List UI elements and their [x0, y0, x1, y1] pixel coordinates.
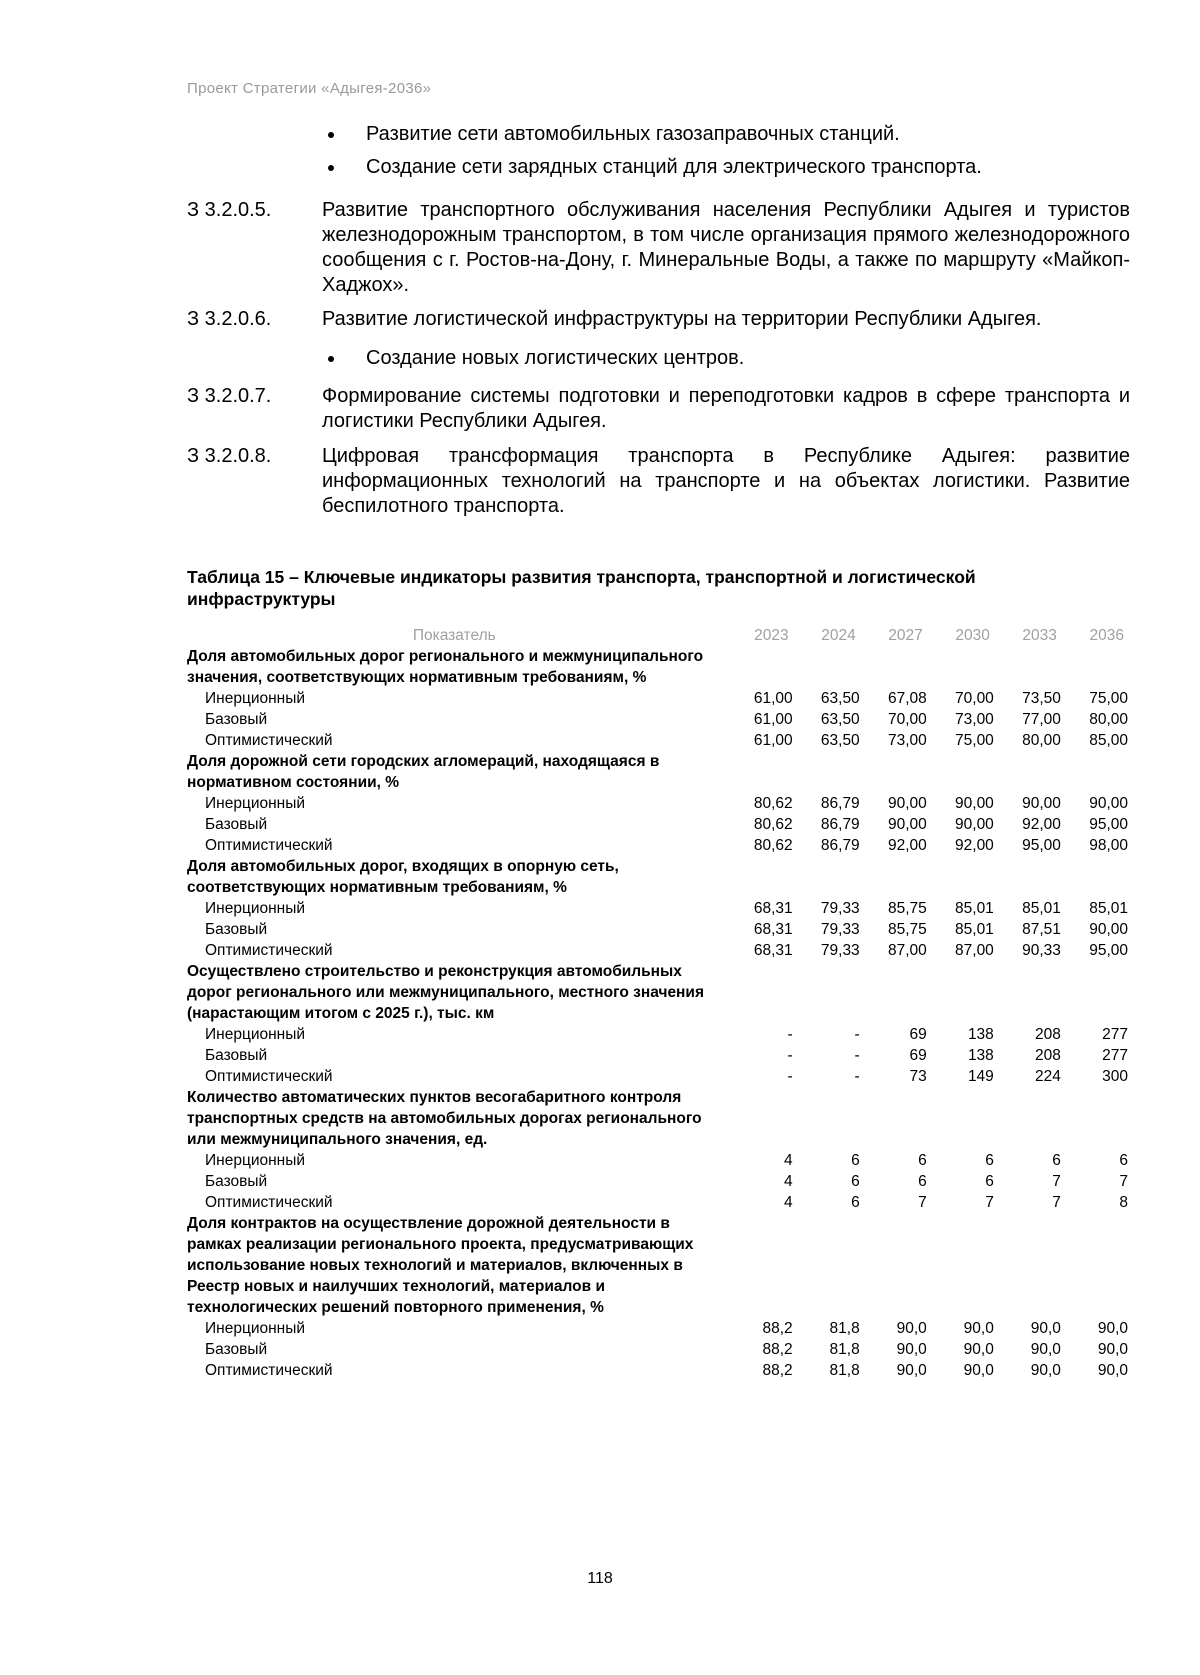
indicator-row: [187, 856, 1130, 898]
value-cell: 208: [1035, 1026, 1061, 1043]
value-cell: -: [787, 1026, 793, 1043]
value-cell: 98,00: [1089, 837, 1128, 854]
value-cell: -: [787, 1068, 793, 1085]
value-cell: -: [854, 1026, 860, 1043]
value-cell: 85,00: [1089, 732, 1128, 749]
value-cell: 6: [851, 1194, 860, 1211]
indicator-row: [187, 1087, 1130, 1150]
indicator-name: Осуществлено строительство и реконструкция автомобильных дорог регионального или межмуниципального, местного значения (нарастающим итогом с 2025 г.), тыс. км: [187, 963, 704, 1022]
value-cell: 90,0: [963, 1341, 994, 1358]
value-cell: 80,00: [1022, 732, 1061, 749]
bullet-list-mid: [322, 346, 1130, 371]
empty-cell: [728, 1087, 795, 1150]
indicator-row: [187, 646, 1130, 688]
value-cell: 90,0: [963, 1320, 994, 1337]
bullet-dot: [328, 356, 334, 362]
scenario-row: [187, 1066, 1130, 1087]
strategy-item: [187, 444, 1130, 519]
empty-cell: [795, 961, 862, 1024]
empty-cell: [929, 646, 996, 688]
empty-cell: [1063, 1213, 1130, 1318]
value-cell: 73,50: [1022, 690, 1061, 707]
value-cell: 90,33: [1022, 942, 1061, 959]
value-cell: 4: [784, 1152, 793, 1169]
value-cell: 90,0: [1097, 1341, 1128, 1358]
indicators-table: [187, 624, 1130, 1381]
value-cell: 7: [985, 1194, 994, 1211]
value-cell: 67,08: [887, 690, 927, 707]
scenario-name: Инерционный: [205, 690, 306, 707]
value-cell: 90,0: [896, 1320, 927, 1337]
value-cell: 7: [1052, 1194, 1061, 1211]
empty-cell: [728, 961, 795, 1024]
value-cell: 87,00: [887, 942, 927, 959]
value-cell: 80,62: [753, 837, 793, 854]
value-cell: 85,01: [955, 900, 994, 917]
value-cell: 149: [967, 1068, 994, 1085]
year-header: 2023: [754, 627, 789, 644]
value-cell: 90,00: [887, 795, 927, 812]
scenario-row: [187, 793, 1130, 814]
value-cell: 70,00: [887, 711, 927, 728]
value-cell: 80,62: [753, 795, 793, 812]
scenario-name: Инерционный: [205, 1320, 306, 1337]
value-cell: 138: [967, 1026, 994, 1043]
value-cell: 81,8: [829, 1320, 860, 1337]
value-cell: 85,01: [1089, 900, 1128, 917]
value-cell: 68,31: [753, 900, 793, 917]
value-cell: 8: [1119, 1194, 1128, 1211]
value-cell: 6: [985, 1173, 994, 1190]
scenario-row: [187, 688, 1130, 709]
value-cell: 6: [851, 1152, 860, 1169]
item-text: Цифровая трансформация транспорта в Республике Адыгея: развитие информационных технологий на транспорте и на объектах логистики. Развитие беспилотного транспорта.: [322, 445, 1130, 517]
empty-cell: [728, 1213, 795, 1318]
value-cell: 92,00: [1022, 816, 1061, 833]
scenario-name: Оптимистический: [205, 732, 333, 749]
table-header-row: [187, 624, 1130, 646]
value-cell: 90,00: [955, 816, 994, 833]
value-cell: 95,00: [1089, 942, 1128, 959]
year-header: 2024: [821, 627, 856, 644]
value-cell: 86,79: [820, 795, 860, 812]
indicator-name: Количество автоматических пунктов весогабаритного контроля транспортных средств на автомобильных дорогах регионального или межмуниципального значения, ед.: [187, 1089, 702, 1148]
indicator-name: Доля контрактов на осуществление дорожной деятельности в рамках реализации регионального проекта, предусматривающих использование новых технологий и материалов, включенных в Реестр новых и наилучших технологий, материалов и технологических решений повторного применения, %: [187, 1215, 694, 1316]
value-cell: 79,33: [820, 942, 860, 959]
bullet-list-top: [322, 122, 1130, 180]
empty-cell: [1063, 856, 1130, 898]
empty-cell: [996, 1087, 1063, 1150]
item-number: З 3.2.0.7.: [187, 385, 272, 407]
value-cell: 68,31: [753, 921, 793, 938]
empty-cell: [929, 961, 996, 1024]
scenario-name: Оптимистический: [205, 1362, 333, 1379]
scenario-row: [187, 814, 1130, 835]
value-cell: 85,01: [1022, 900, 1061, 917]
scenario-name: Оптимистический: [205, 1194, 333, 1211]
empty-cell: [862, 646, 929, 688]
scenario-row: [187, 1150, 1130, 1171]
value-cell: 208: [1035, 1047, 1061, 1064]
empty-cell: [996, 1213, 1063, 1318]
scenario-name: Оптимистический: [205, 1068, 333, 1085]
value-cell: 92,00: [955, 837, 994, 854]
bullet-dot: [328, 132, 334, 138]
empty-cell: [929, 1213, 996, 1318]
scenario-row: [187, 730, 1130, 751]
empty-cell: [862, 961, 929, 1024]
value-cell: 6: [918, 1152, 927, 1169]
value-cell: 87,51: [1022, 921, 1061, 938]
indicator-row: [187, 961, 1130, 1024]
empty-cell: [1063, 1087, 1130, 1150]
indicator-name: Доля дорожной сети городских агломераций, находящаяся в нормативном состоянии, %: [187, 753, 660, 791]
value-cell: 4: [784, 1173, 793, 1190]
value-cell: 73: [909, 1068, 927, 1085]
value-cell: 277: [1102, 1026, 1128, 1043]
empty-cell: [862, 1213, 929, 1318]
value-cell: 95,00: [1089, 816, 1128, 833]
value-cell: 81,8: [829, 1362, 860, 1379]
value-cell: -: [787, 1047, 793, 1064]
scenario-row: [187, 1024, 1130, 1045]
value-cell: 61,00: [753, 711, 793, 728]
empty-cell: [996, 856, 1063, 898]
scenario-row: [187, 1045, 1130, 1066]
value-cell: 75,00: [1089, 690, 1128, 707]
table-caption: Таблица 15 – Ключевые индикаторы развития транспорта, транспортной и логистической инфраструктуры: [187, 567, 976, 609]
value-cell: 90,00: [1089, 921, 1128, 938]
scenario-name: Инерционный: [205, 1026, 306, 1043]
value-cell: 90,0: [896, 1362, 927, 1379]
strategy-item: [187, 307, 1130, 332]
scenario-row: [187, 1339, 1130, 1360]
bullet-item: Развитие сети автомобильных газозаправочных станций.: [322, 122, 1130, 147]
value-cell: 87,00: [955, 942, 994, 959]
empty-cell: [1063, 646, 1130, 688]
value-cell: 88,2: [762, 1362, 793, 1379]
scenario-row: [187, 898, 1130, 919]
value-cell: 69: [909, 1026, 927, 1043]
empty-cell: [795, 1087, 862, 1150]
year-header: 2036: [1089, 627, 1124, 644]
scenario-name: Базовый: [205, 816, 268, 833]
empty-cell: [996, 646, 1063, 688]
strategy-item: [187, 198, 1130, 298]
item-number: З 3.2.0.6.: [187, 308, 272, 330]
empty-cell: [862, 1087, 929, 1150]
value-cell: 85,01: [955, 921, 994, 938]
empty-cell: [862, 856, 929, 898]
indicator-name: Доля автомобильных дорог регионального и межмуниципального значения, соответствующих нормативным требованиям, %: [187, 648, 704, 686]
value-cell: 6: [1052, 1152, 1061, 1169]
value-cell: 224: [1035, 1068, 1061, 1085]
value-cell: -: [854, 1047, 860, 1064]
value-cell: 77,00: [1022, 711, 1061, 728]
year-header: 2030: [955, 627, 990, 644]
value-cell: 73,00: [955, 711, 994, 728]
year-header: 2027: [888, 627, 923, 644]
value-cell: 75,00: [955, 732, 994, 749]
value-cell: 7: [1052, 1173, 1061, 1190]
value-cell: 6: [985, 1152, 994, 1169]
year-header: 2033: [1022, 627, 1057, 644]
value-cell: 73,00: [887, 732, 927, 749]
scenario-name: Базовый: [205, 921, 268, 938]
item-number: З 3.2.0.8.: [187, 445, 272, 467]
value-cell: 90,00: [887, 816, 927, 833]
scenario-row: [187, 919, 1130, 940]
value-cell: 61,00: [753, 690, 793, 707]
indicator-name: Доля автомобильных дорог, входящих в опорную сеть, соответствующих нормативным требованиям, %: [187, 858, 619, 896]
header-label: Показатель: [412, 627, 496, 644]
value-cell: 63,50: [820, 711, 860, 728]
item-number: З 3.2.0.5.: [187, 199, 272, 221]
value-cell: 79,33: [820, 921, 860, 938]
strategy-item: [187, 384, 1130, 434]
scenario-name: Базовый: [205, 1047, 268, 1064]
value-cell: 90,0: [1030, 1362, 1061, 1379]
empty-cell: [1063, 961, 1130, 1024]
scenario-name: Инерционный: [205, 795, 306, 812]
value-cell: 86,79: [820, 816, 860, 833]
value-cell: 88,2: [762, 1341, 793, 1358]
value-cell: 138: [967, 1047, 994, 1064]
item-text: Развитие транспортного обслуживания населения Республики Адыгея и туристов железнодорожным транспортом, в том числе организация прямого железнодорожного сообщения с г. Ростов-на-Дону, г. Минеральные Воды, а также по маршруту «Майкоп-Хаджох».: [322, 199, 1130, 296]
empty-cell: [795, 1213, 862, 1318]
scenario-row: [187, 1171, 1130, 1192]
value-cell: 90,0: [1097, 1320, 1128, 1337]
value-cell: 90,00: [1089, 795, 1128, 812]
value-cell: 90,0: [1030, 1341, 1061, 1358]
indicator-row: [187, 751, 1130, 793]
scenario-row: [187, 1192, 1130, 1213]
value-cell: 80,00: [1089, 711, 1128, 728]
value-cell: 7: [918, 1194, 927, 1211]
value-cell: 90,00: [955, 795, 994, 812]
empty-cell: [728, 646, 795, 688]
value-cell: 69: [909, 1047, 927, 1064]
value-cell: 92,00: [887, 837, 927, 854]
empty-cell: [1063, 751, 1130, 793]
page-header: Проект Стратегии «Адыгея-2036»: [187, 80, 432, 97]
empty-cell: [795, 646, 862, 688]
value-cell: 81,8: [829, 1341, 860, 1358]
value-cell: 70,00: [955, 690, 994, 707]
item-text: Формирование системы подготовки и переподготовки кадров в сфере транспорта и логистики Республики Адыгея.: [322, 385, 1130, 432]
value-cell: 90,0: [1030, 1320, 1061, 1337]
value-cell: 85,75: [887, 921, 927, 938]
empty-cell: [996, 961, 1063, 1024]
value-cell: 79,33: [820, 900, 860, 917]
scenario-name: Инерционный: [205, 1152, 306, 1169]
value-cell: 63,50: [820, 732, 860, 749]
value-cell: 88,2: [762, 1320, 793, 1337]
value-cell: 80,62: [753, 816, 793, 833]
empty-cell: [929, 1087, 996, 1150]
empty-cell: [728, 751, 795, 793]
page-number: 118: [587, 1570, 613, 1587]
value-cell: -: [854, 1068, 860, 1085]
scenario-name: Инерционный: [205, 900, 306, 917]
empty-cell: [996, 751, 1063, 793]
scenario-row: [187, 835, 1130, 856]
empty-cell: [795, 856, 862, 898]
scenario-row: [187, 1360, 1130, 1381]
indicator-row: [187, 1213, 1130, 1318]
value-cell: 6: [851, 1173, 860, 1190]
scenario-name: Оптимистический: [205, 837, 333, 854]
value-cell: 95,00: [1022, 837, 1061, 854]
value-cell: 90,00: [1022, 795, 1061, 812]
value-cell: 68,31: [753, 942, 793, 959]
empty-cell: [728, 856, 795, 898]
value-cell: 61,00: [753, 732, 793, 749]
value-cell: 300: [1102, 1068, 1128, 1085]
empty-cell: [929, 856, 996, 898]
value-cell: 90,0: [896, 1341, 927, 1358]
value-cell: 90,0: [1097, 1362, 1128, 1379]
value-cell: 6: [918, 1173, 927, 1190]
scenario-row: [187, 1318, 1130, 1339]
scenario-name: Базовый: [205, 1173, 268, 1190]
bullet-item: Создание сети зарядных станций для электрического транспорта.: [322, 155, 1130, 180]
value-cell: 277: [1102, 1047, 1128, 1064]
scenario-name: Базовый: [205, 711, 268, 728]
value-cell: 4: [784, 1194, 793, 1211]
value-cell: 90,0: [963, 1362, 994, 1379]
bullet-item: Создание новых логистических центров.: [322, 346, 1130, 371]
value-cell: 6: [1119, 1152, 1128, 1169]
scenario-name: Оптимистический: [205, 942, 333, 959]
scenario-name: Базовый: [205, 1341, 268, 1358]
bullet-dot: [328, 165, 334, 171]
empty-cell: [862, 751, 929, 793]
value-cell: 86,79: [820, 837, 860, 854]
scenario-row: [187, 940, 1130, 961]
value-cell: 63,50: [820, 690, 860, 707]
item-text: Развитие логистической инфраструктуры на территории Республики Адыгея.: [322, 308, 1042, 330]
empty-cell: [795, 751, 862, 793]
scenario-row: [187, 709, 1130, 730]
empty-cell: [929, 751, 996, 793]
value-cell: 7: [1119, 1173, 1128, 1190]
value-cell: 85,75: [887, 900, 927, 917]
